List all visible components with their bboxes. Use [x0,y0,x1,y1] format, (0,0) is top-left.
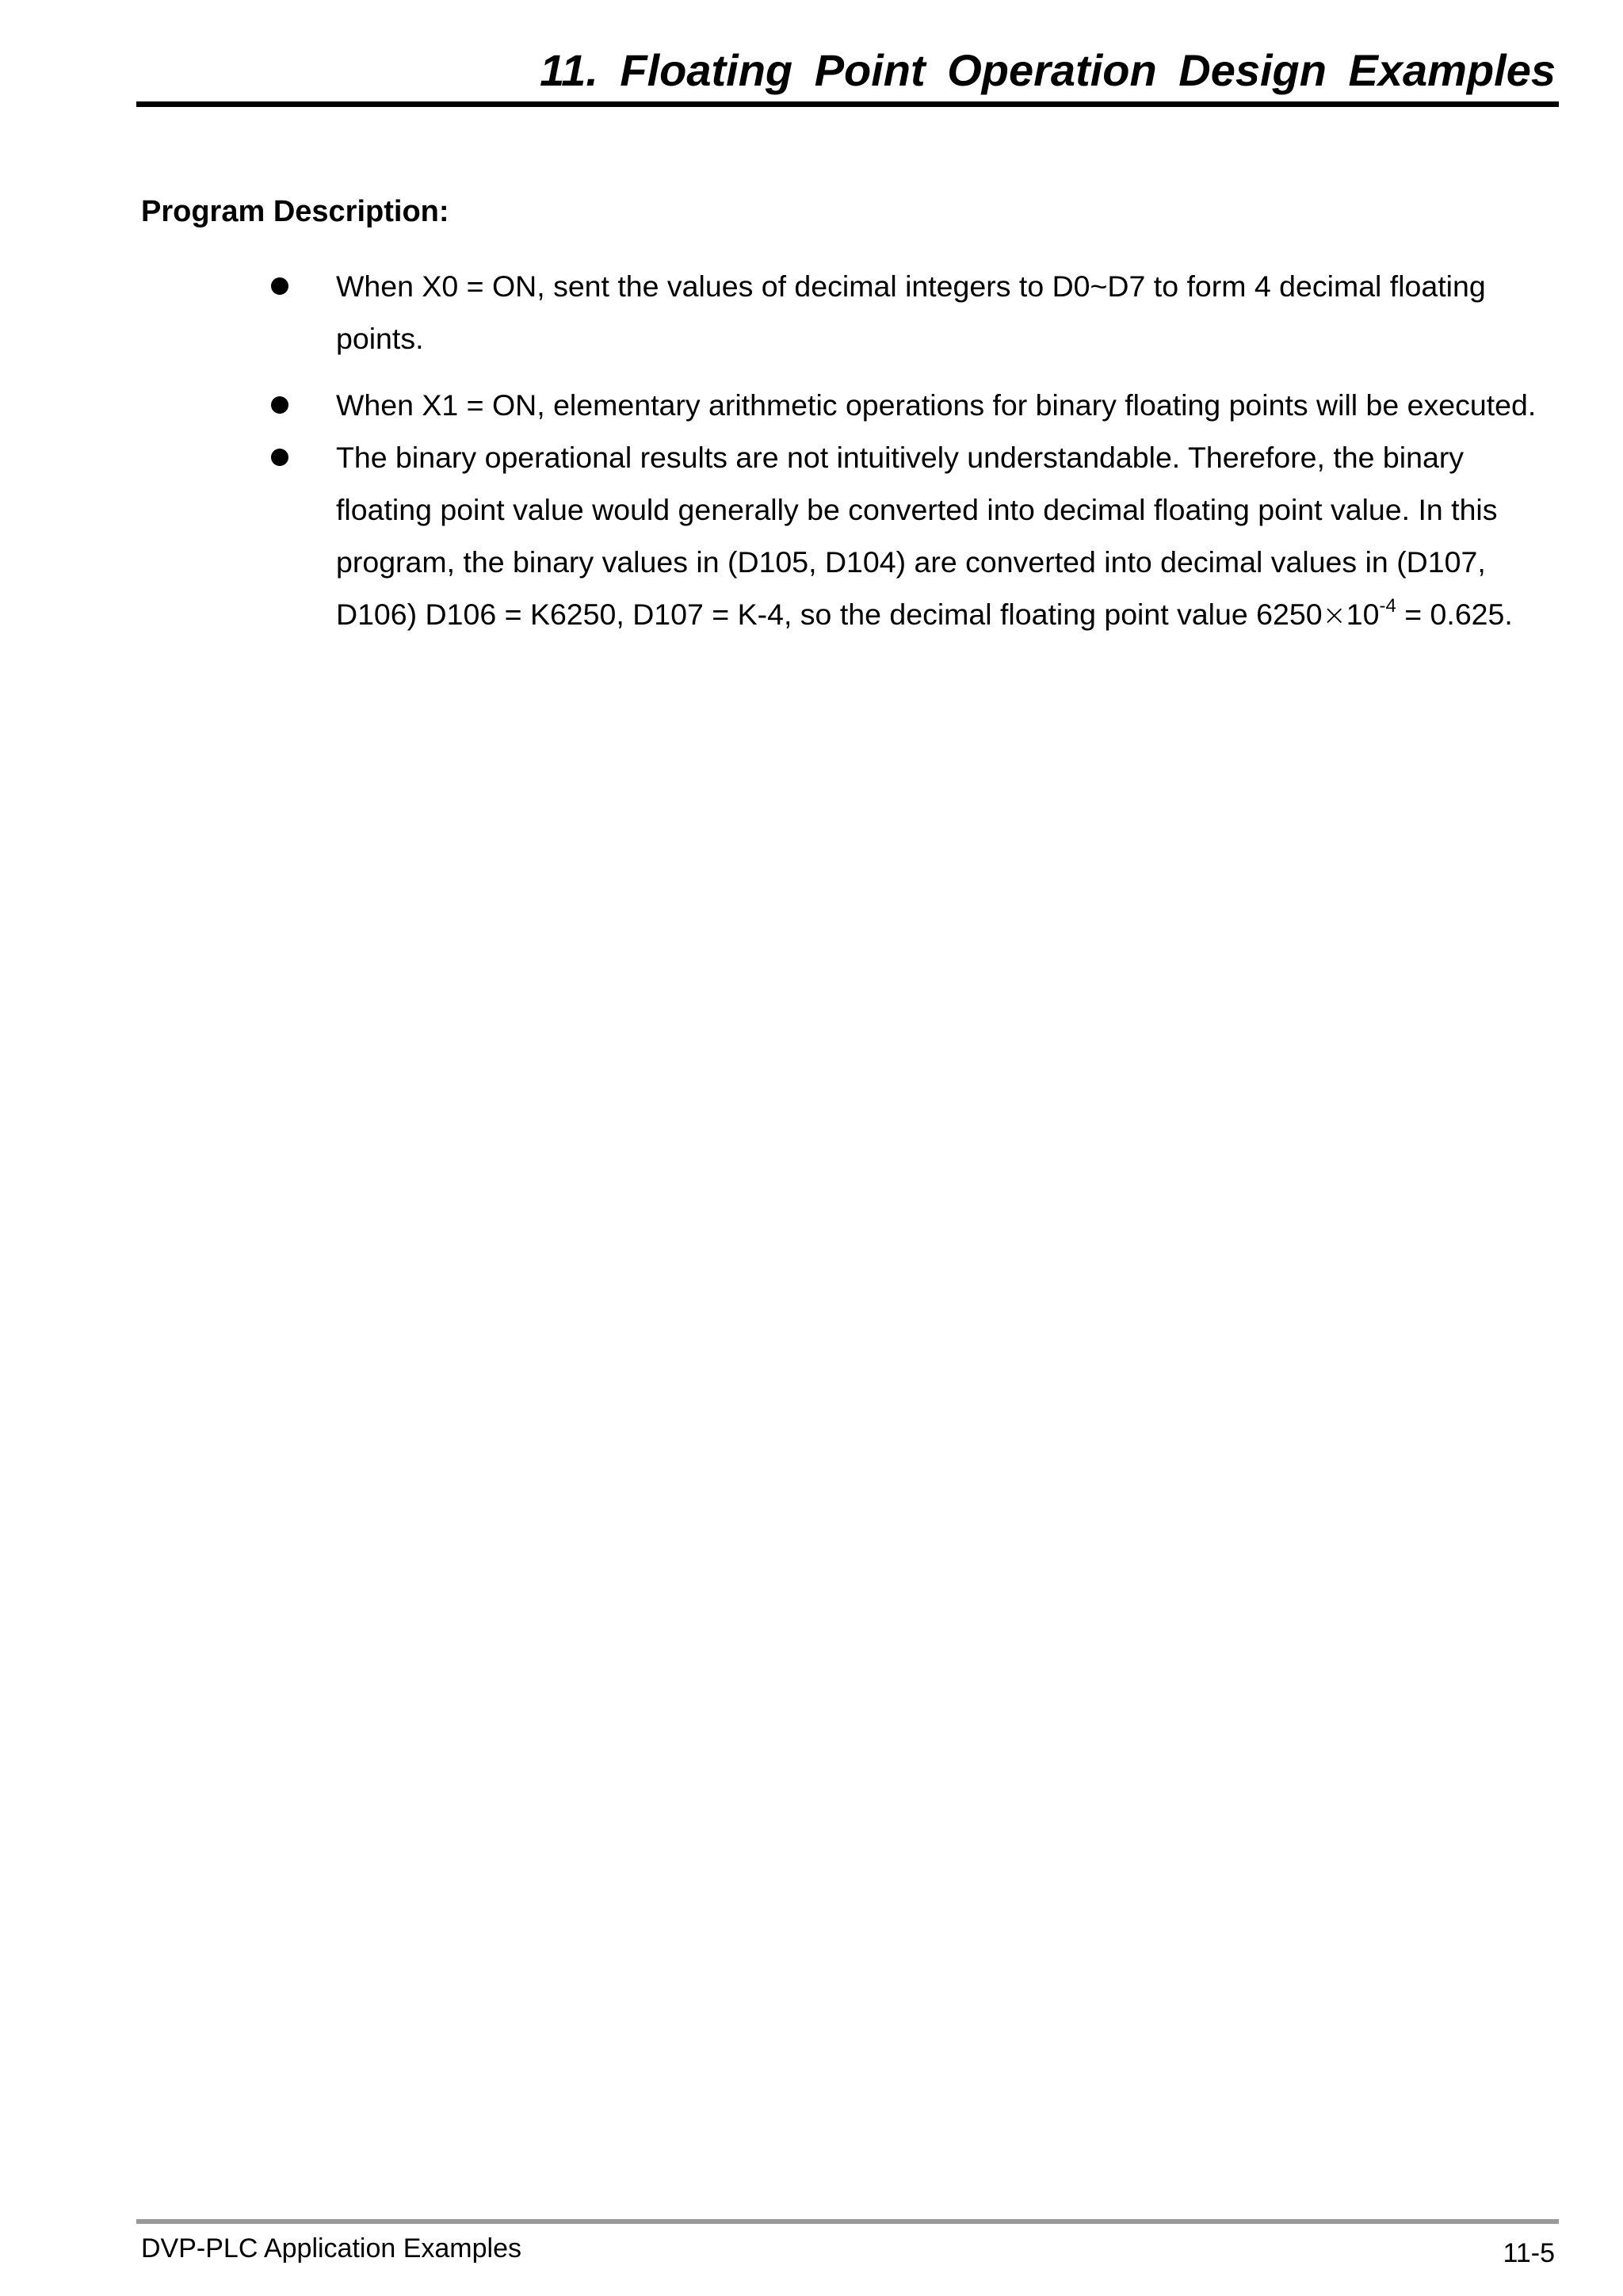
bullet-dot-icon [271,449,288,466]
bullet-dot-icon [271,396,288,414]
bullet-dot-icon [271,277,288,295]
list-item-text: When X1 = ON, elementary arithmetic operations for binary floating points will be executed. [336,388,1537,422]
description-list [266,260,1566,642]
list-item-text: The binary operational results are not intuitively understandable. Therefore, the binary floating point value would generally be converted into decimal floating point value. In this program, the binary values in (D105, D104) are converted into decimal values in (D107, D106) D106 = K6250, D107 = K-4, so the decimal floating point value 6250 [336,441,1498,631]
formula-base: 10 [1346,598,1380,631]
list-item-text: When X0 = ON, sent the values of decimal integers to D0~D7 to form 4 decimal floating points. [336,269,1486,355]
list-item [266,379,1566,431]
multiplication-sign: × [1322,599,1346,632]
page-header-title: 11. Floating Point Operation Design Examples [540,45,1556,95]
list-item [266,260,1566,365]
list-item [266,431,1566,642]
formula-result: = 0.625. [1396,598,1513,631]
section-heading: Program Description: [141,195,449,228]
page-number: 11-5 [1503,2238,1555,2268]
footer-document-title: DVP-PLC Application Examples [141,2233,522,2264]
footer-divider [136,2219,1559,2224]
formula-exponent: -4 [1379,595,1396,617]
header-divider [136,101,1559,107]
